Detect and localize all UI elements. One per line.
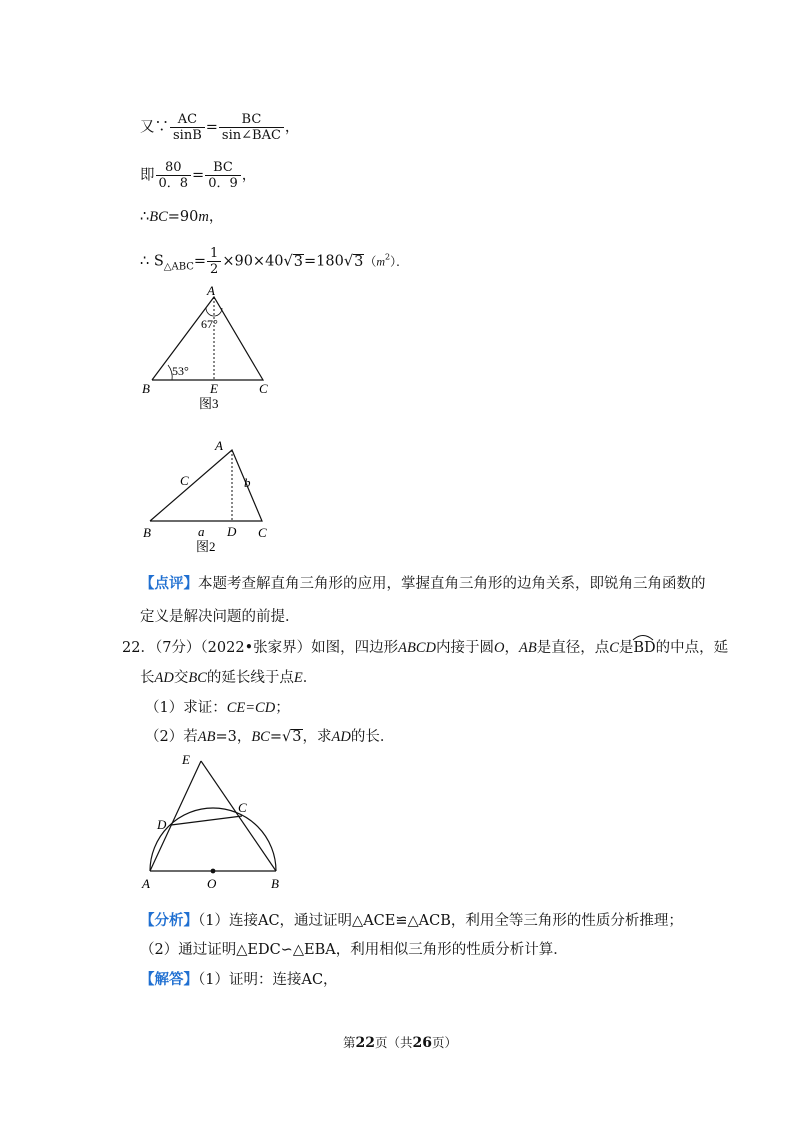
equation-line-3 [140,207,223,227]
var: BC [188,670,207,686]
fraction [156,160,192,191]
text: =3， [215,729,252,745]
var: E [293,670,303,686]
figure-2-triangle [135,430,285,558]
numerator: AC [170,112,205,128]
line-ae [150,761,201,871]
analysis-tag: 【分析】 [140,912,198,929]
equals: = [192,167,205,184]
equals: = [205,119,218,136]
text: =90 [167,209,199,225]
text: 即 [140,167,155,184]
label-c: C [259,381,268,396]
denominator: 0．8 [158,176,189,191]
total-pages: 26 [412,1035,432,1051]
side-a: a [198,524,205,539]
var: BC [251,729,270,745]
label-e: E [182,752,190,767]
label-c: C [238,800,247,815]
numerator: BC [205,160,241,176]
label-d: D [157,817,167,832]
fraction [170,112,205,143]
analysis-line-2 [140,940,568,960]
label-a: A [207,283,215,298]
label-e: E [210,381,218,396]
var: AD [331,729,351,745]
answer-text: （1）证明：连接AC， [198,972,338,988]
text: 页（共 [374,1035,413,1050]
text: ×90×40 [222,253,284,270]
equation-line-4: ∴ $S_{\triangle ABC}=$ $\frac{1}{2}$ $\times 90\times 40√3=180√3(m^2)$． [140,246,409,277]
text: 交 [173,670,189,686]
chord-dc [171,816,242,825]
page-number: 22 [355,1035,375,1051]
text: ∴ [140,209,150,225]
side-c: C [180,473,189,488]
comment-line-1 [140,574,706,594]
text: ， [504,640,519,656]
numerator: BC [219,112,284,128]
equation-line-1 [140,112,299,143]
unit: m [198,209,209,225]
label-d: D [227,524,237,539]
figure-caption: 图2 [196,539,216,554]
problem-22-line-2 [140,668,317,688]
denominator: 0．9 [208,176,238,191]
var: ABCD [398,640,436,656]
text: 又∵ [140,119,169,136]
problem-22-line-1 [122,638,728,658]
var: AB [197,729,216,745]
side-b: b [244,475,251,490]
fraction [207,246,221,277]
label-a: A [142,876,150,891]
text: 长 [140,670,155,686]
expression: CE=CD [226,700,276,716]
equation-line-2 [140,160,256,191]
analysis-text: （1）连接AC，通过证明△ACE≌△ACB，利用全等三角形的性质分析推理； [198,913,683,929]
text: 页） [431,1035,457,1050]
radicand: 3 [293,253,304,270]
text: 内接于圆 [436,640,494,656]
denominator: 2 [210,262,219,277]
figure-22-circle [138,748,298,894]
comment-tag: 【点评】 [140,575,198,592]
text: 22．（7分）（2022•张家界）如图，四边形 [122,640,399,656]
text: ）． [390,254,409,269]
denominator: sinB [173,128,202,143]
comment-text: 本题考查解直角三角形的应用，掌握直角三角形的边角关系，即锐角三角函数的 [198,576,706,592]
label-b: B [143,525,151,540]
text: ∴ S [140,253,164,270]
equals: = [193,253,207,270]
problem-22-q1 [145,698,290,718]
comment-line-2 [140,607,300,627]
label-a: A [215,438,223,453]
superscript: 2 [385,252,391,262]
numerator: 80 [156,160,192,176]
text: ． [302,670,318,686]
label-o: O [207,876,217,891]
answer-tag: 【解答】 [140,971,198,988]
angle-67: 67° [201,317,218,331]
text: 的延长线于点 [206,670,294,686]
text: （1）求证： [145,700,227,716]
arc-bd [633,638,655,658]
arc-label: BD [633,640,656,656]
semicircle [150,808,276,871]
denominator: sin∠BAC [221,128,281,143]
triangle-abc [152,297,263,380]
label-b: B [271,876,279,891]
text: ， [284,119,300,136]
analysis-text: （2）通过证明△EDC∽△EBA，利用相似三角形的性质分析计算． [140,942,568,958]
figure-3-triangle [130,280,290,410]
text: 第 [342,1035,356,1050]
text: ， [241,167,257,184]
text: 的中点，延 [655,640,729,656]
text: ； [275,700,290,716]
text: ， [208,209,224,225]
label-c: C [258,525,267,540]
text: ，求 [302,729,332,745]
var: C [609,640,619,656]
text: 是直径，点 [536,640,610,656]
unit: m [376,254,386,269]
text: （ [364,254,377,269]
figure-caption: 图3 [199,396,219,410]
text: （2）若 [145,729,198,745]
arc-mark [632,633,654,641]
var: O [494,640,505,656]
angle-53: 53° [172,364,189,378]
var: AB [518,640,537,656]
var: AD [154,670,174,686]
center-o [211,869,216,874]
subscript: △ABC [163,261,194,273]
analysis-line-1 [140,911,683,931]
answer-line [140,970,338,990]
label-b: B [142,381,150,396]
problem-22-q2: （2）若AB=3，BC=√3，求AD的长． [145,729,395,745]
text: =180 [304,253,344,270]
fraction [219,112,284,143]
numerator: 1 [207,246,221,262]
text: 是 [618,640,634,656]
var: BC [149,209,168,225]
page-footer [0,1033,800,1051]
fraction [205,160,241,191]
comment-text: 定义是解决问题的前提． [140,609,300,625]
radicand: 3 [354,253,364,270]
text: 的长． [350,729,395,745]
text: = [269,729,283,745]
radicand: 3 [292,729,302,745]
